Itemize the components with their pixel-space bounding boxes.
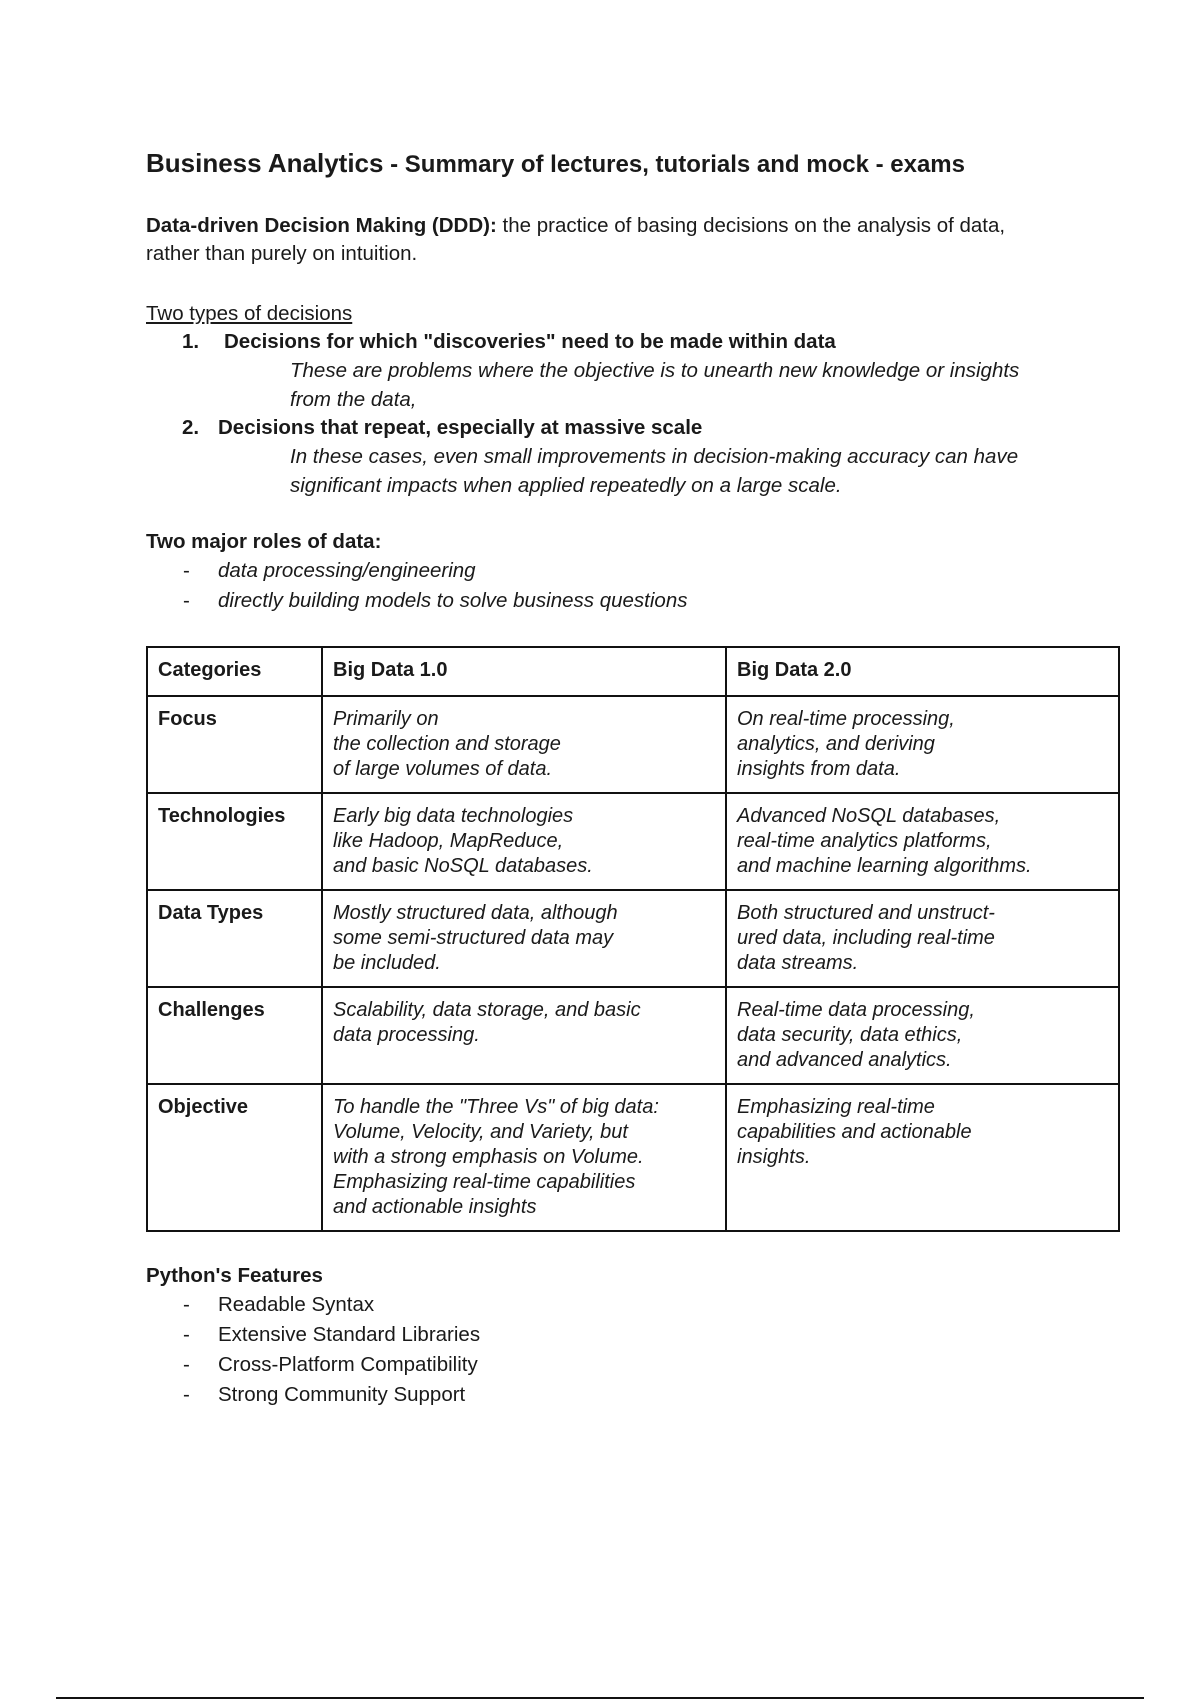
cell-line: capabilities and actionable bbox=[737, 1121, 972, 1143]
decision-desc-line: These are problems where the objective is to unearth new knowledge or insights bbox=[290, 359, 1020, 382]
decision-desc-line: significant impacts when applied repeatedly on a large scale. bbox=[290, 474, 842, 497]
cell-line: Emphasizing real-time bbox=[737, 1096, 935, 1118]
table-cell bbox=[726, 793, 1119, 890]
cell-line: the collection and storage bbox=[333, 733, 561, 755]
dash-bullet: - bbox=[183, 559, 190, 582]
python-features-list bbox=[146, 1290, 1118, 1410]
table-category-cell: Focus bbox=[147, 696, 322, 793]
cell-line: Volume, Velocity, and Variety, but bbox=[333, 1121, 628, 1143]
table-row bbox=[147, 890, 1119, 987]
cell-line: On real-time processing, bbox=[737, 708, 955, 730]
table-cell bbox=[726, 696, 1119, 793]
dash-bullet: - bbox=[183, 1383, 190, 1406]
table-category-cell: Objective bbox=[147, 1084, 322, 1231]
list-item-text: Cross-Platform Compatibility bbox=[218, 1353, 478, 1376]
list-item bbox=[146, 556, 1118, 586]
cell-line: and basic NoSQL databases. bbox=[333, 855, 593, 877]
table-cell bbox=[726, 987, 1119, 1084]
list-item-text: Strong Community Support bbox=[218, 1383, 466, 1406]
big-data-comparison-table bbox=[146, 646, 1120, 1232]
cell-line: data streams. bbox=[737, 952, 859, 974]
decision-number: 2. bbox=[182, 416, 200, 439]
decision-types-heading: Two types of decisions bbox=[146, 302, 353, 325]
ddd-term: Data-driven Decision Making (DDD): bbox=[146, 214, 497, 237]
cell-line: Early big data technologies bbox=[333, 805, 574, 827]
document-page bbox=[146, 146, 1118, 1410]
table-cell bbox=[726, 890, 1119, 987]
cell-line: of large volumes of data. bbox=[333, 758, 553, 780]
ddd-definition-line2: rather than purely on intuition. bbox=[146, 242, 418, 265]
cell-line: Scalability, data storage, and basic bbox=[333, 999, 641, 1021]
decision-title: Decisions for which "discoveries" need to be made within data bbox=[224, 330, 836, 353]
cell-line: like Hadoop, MapReduce, bbox=[333, 830, 564, 852]
list-item bbox=[146, 1320, 1118, 1350]
ddd-definition-line1: the practice of basing decisions on the analysis of data, bbox=[496, 214, 1006, 237]
table-header-row bbox=[147, 647, 1119, 696]
list-item-text: data processing/engineering bbox=[218, 559, 476, 582]
cell-line: ured data, including real-time bbox=[737, 927, 995, 949]
table-category-cell: Data Types bbox=[147, 890, 322, 987]
table-cell bbox=[322, 793, 726, 890]
list-item-text: directly building models to solve business questions bbox=[218, 589, 688, 612]
decision-description-2 bbox=[146, 442, 1118, 500]
list-item-text: Extensive Standard Libraries bbox=[218, 1323, 481, 1346]
cell-line: be included. bbox=[333, 952, 441, 974]
cell-line: and machine learning algorithms. bbox=[737, 855, 1032, 877]
table-row bbox=[147, 987, 1119, 1084]
decision-item-1 bbox=[146, 328, 1118, 356]
decision-desc-line: In these cases, even small improvements in decision-making accuracy can have bbox=[290, 445, 1019, 468]
decision-title: Decisions that repeat, especially at massive scale bbox=[218, 416, 703, 439]
footer-divider bbox=[56, 1697, 1144, 1699]
dash-bullet: - bbox=[183, 1353, 190, 1376]
dash-bullet: - bbox=[183, 1323, 190, 1346]
table-cell bbox=[322, 696, 726, 793]
table-row bbox=[147, 793, 1119, 890]
cell-line: and actionable insights bbox=[333, 1196, 537, 1218]
document-title bbox=[146, 146, 1118, 182]
title-subtitle: - Summary of lectures, tutorials and mock - exams bbox=[383, 151, 965, 178]
cell-line: with a strong emphasis on Volume. bbox=[333, 1146, 644, 1168]
table-header-cell: Big Data 2.0 bbox=[726, 647, 1119, 696]
list-item bbox=[146, 1290, 1118, 1320]
table-category-cell: Challenges bbox=[147, 987, 322, 1084]
dash-bullet: - bbox=[183, 1293, 190, 1316]
cell-line: data security, data ethics, bbox=[737, 1024, 963, 1046]
cell-line: insights from data. bbox=[737, 758, 901, 780]
cell-line: some semi-structured data may bbox=[333, 927, 614, 949]
cell-line: insights. bbox=[737, 1146, 811, 1168]
cell-line: real-time analytics platforms, bbox=[737, 830, 992, 852]
python-features-heading: Python's Features bbox=[146, 1264, 323, 1287]
cell-line: Both structured and unstruct- bbox=[737, 902, 995, 924]
table-row bbox=[147, 1084, 1119, 1231]
cell-line: analytics, and deriving bbox=[737, 733, 935, 755]
cell-line: Primarily on bbox=[333, 708, 439, 730]
list-item bbox=[146, 586, 1118, 616]
decision-description-1 bbox=[146, 356, 1118, 414]
list-item-text: Readable Syntax bbox=[218, 1293, 375, 1316]
decision-item-2 bbox=[146, 414, 1118, 442]
cell-line: Mostly structured data, although bbox=[333, 902, 618, 924]
cell-line: Emphasizing real-time capabilities bbox=[333, 1171, 636, 1193]
cell-line: Real-time data processing, bbox=[737, 999, 975, 1021]
ddd-definition bbox=[146, 212, 1118, 268]
table-header-cell: Big Data 1.0 bbox=[322, 647, 726, 696]
cell-line: data processing. bbox=[333, 1024, 480, 1046]
cell-line: Advanced NoSQL databases, bbox=[737, 805, 1001, 827]
table-cell bbox=[726, 1084, 1119, 1231]
table-cell bbox=[322, 1084, 726, 1231]
cell-line: and advanced analytics. bbox=[737, 1049, 952, 1071]
table-cell bbox=[322, 987, 726, 1084]
cell-line: To handle the "Three Vs" of big data: bbox=[333, 1096, 659, 1118]
list-item bbox=[146, 1380, 1118, 1410]
decision-desc-line: from the data, bbox=[290, 388, 417, 411]
title-main: Business Analytics bbox=[146, 148, 384, 178]
table-header-cell: Categories bbox=[147, 647, 322, 696]
decision-number: 1. bbox=[182, 330, 200, 353]
list-item bbox=[146, 1350, 1118, 1380]
dash-bullet: - bbox=[183, 589, 190, 612]
table-row bbox=[147, 696, 1119, 793]
data-roles-heading: Two major roles of data: bbox=[146, 530, 382, 553]
table-cell bbox=[322, 890, 726, 987]
data-roles-list bbox=[146, 556, 1118, 616]
table-category-cell: Technologies bbox=[147, 793, 322, 890]
